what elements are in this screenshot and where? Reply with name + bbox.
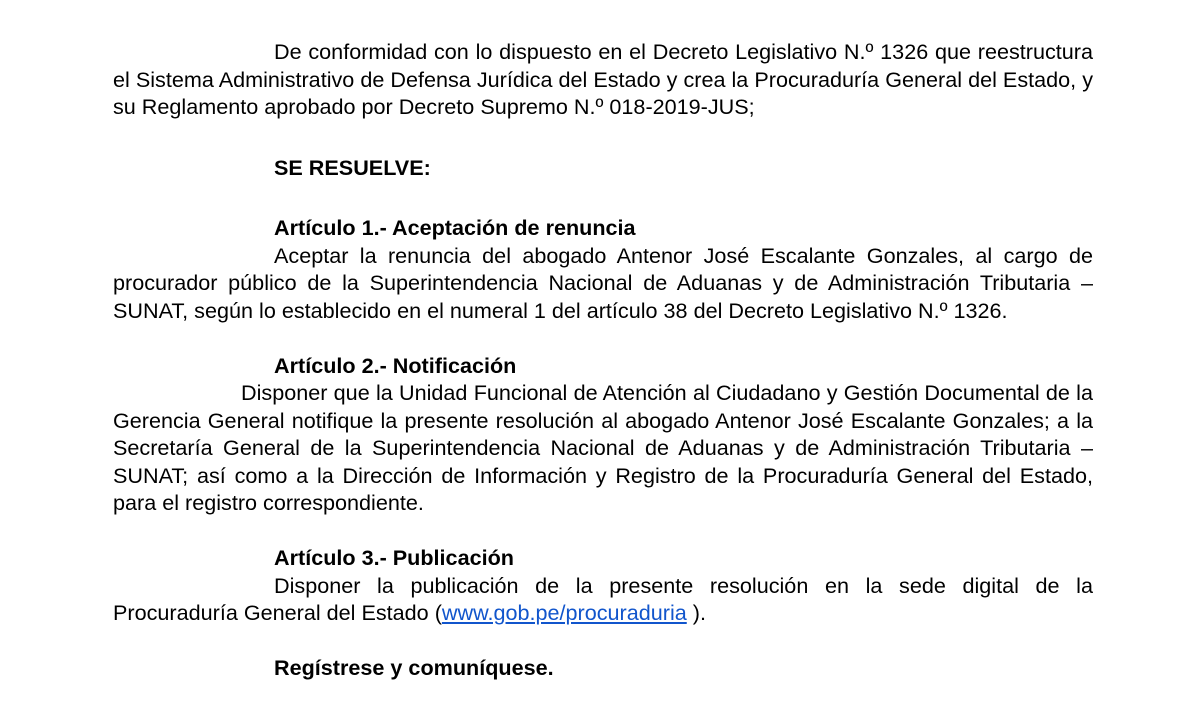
intro-paragraph: De conformidad con lo dispuesto en el Decreto Legislativo N.º 1326 que reestructura el Sistema Administrativo de Defensa Jurídica del Estado y crea la Procuraduría General del Estado, y su Reglamento aprobado por Decreto Supremo N.º 018-2019-JUS; [113, 39, 1093, 119]
document-body [113, 38, 1093, 682]
closing-line: Regístrese y comuníquese. [274, 655, 554, 680]
article-1-title: Artículo 1.- Aceptación de renuncia [274, 215, 636, 240]
article-3-body-text: Disponer la publicación de la presente resolución en la sede digital de la Procuraduría General del Estado ( [113, 572, 1093, 625]
article-2-body: Disponer que la Unidad Funcional de Atención al Ciudadano y Gestión Documental de la Gerencia General notifique la presente resolución al abogado Antenor José Escalante Gonzales; a la Secretaría General de la Superintendencia Nacional de Aduanas y de Administración Tributaria – SUNAT; así como a la Dirección de Información y Registro de la Procuraduría General del Estado, para el registro correspondiente. [113, 380, 1093, 515]
article-3-title: Artículo 3.- Publicación [274, 545, 514, 570]
article-3-body [113, 572, 1093, 627]
procuraduria-link[interactable]: www.gob.pe/procuraduria [441, 600, 687, 625]
article-3-body-end: ). [686, 600, 706, 625]
resolve-heading: SE RESUELVE: [274, 154, 431, 180]
article-2-title: Artículo 2.- Notificación [274, 352, 517, 378]
article-1-body: Aceptar la renuncia del abogado Antenor José Escalante Gonzales, al cargo de procurador público de la Superintendencia Nacional de Aduanas y de Administración Tributaria – SUNAT, según lo establecido en el numeral 1 del artículo 38 del Decreto Legislativo N.º 1326. [113, 242, 1093, 323]
